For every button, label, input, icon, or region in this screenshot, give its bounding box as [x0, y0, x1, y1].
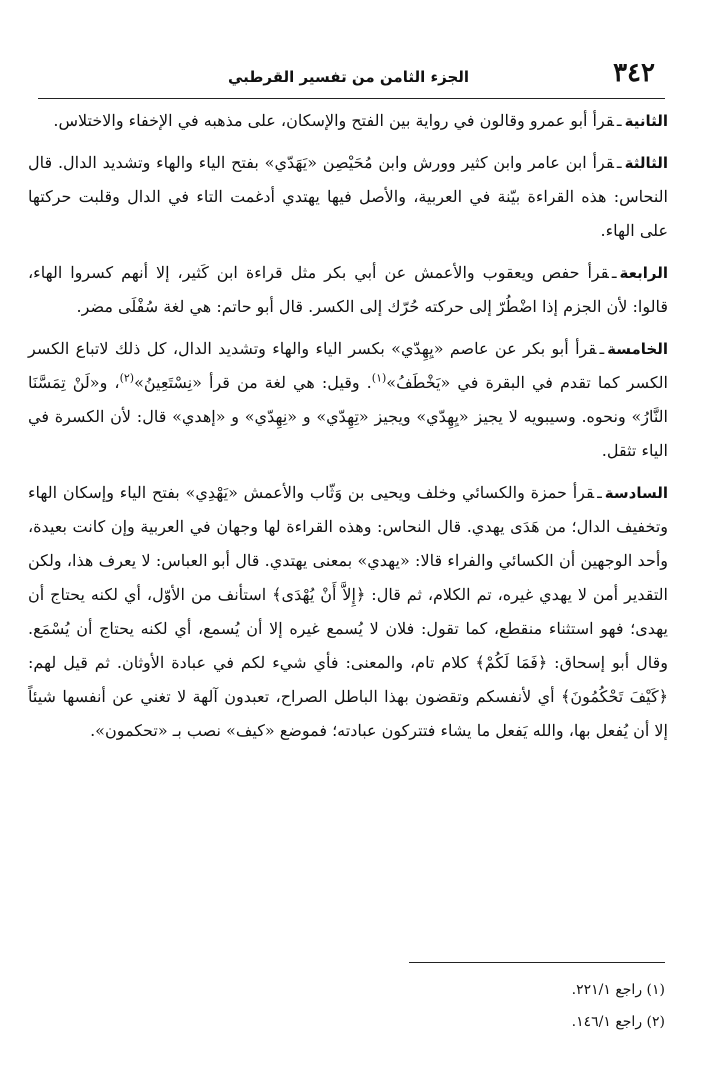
- paragraph-text: قرأ ابن عامر وابن كثير وورش وابن مُحَيْصِن «يَهَدّي» بفتح الياء والهاء وتشديد الدال. قال النحاس: هذه القراءة بيّنة في العربية، والأصل فيها يهتدي أدغمت التاء في الدال وقلبت حركتها على الهاء.: [28, 153, 668, 240]
- paragraph-lead: الخامسة: [607, 340, 668, 358]
- paragraph-text: قرأ أبو بكر عن عاصم «يِهِدّي» بكسر الياء والهاء وتشديد الدال، كل ذلك لاتباع الكسر الكسر كما تقدم في البقرة في «يَخْطَفُ»: [28, 339, 669, 392]
- paragraph-lead: الرابعة: [619, 264, 668, 282]
- page-number: ٣٤٢: [613, 58, 655, 88]
- paragraph-second: الثانيةـقرأ أبو عمرو وقالون في رواية بين الفتح والإسكان، على مذهبه في الإخفاء والاختلاس.: [53, 111, 668, 130]
- footnote-ref-1[interactable]: (١): [371, 371, 387, 385]
- footnote-1: (١) راجع ٢٢١/١.: [571, 982, 665, 998]
- footnotes: [265, 974, 665, 1038]
- running-title: الجزء الثامن من تفسير القرطبي: [228, 68, 470, 86]
- footnote-2: (٢) راجع ١٤٦/١.: [571, 1014, 665, 1030]
- paragraph-text: . وقيل: هي لغة من قرأ «نِسْتَعِينُ»: [134, 373, 372, 392]
- header-rule: [38, 98, 665, 99]
- footnote-rule: [409, 962, 665, 963]
- paragraph-sixth: السادسةـقرأ حمزة والكسائي وخلف ويحيى بن وَثّاب والأعمش «يَهْدِي» بفتح الياء وإسكان الهاء وتخفيف الدال؛ من هَدَى يهدي. قال النحاس: وهذه القراءة لها وجهان في العربية وإن كانت بعيدة، وأحد الوجهين أن الكسائي والفراء قالا: «يهدي» بمعنى يهتدي. قال أبو العباس: لا يعرف هذا، ولكن التقدير أمن لا يهدي غيره، تم الكلام، ثم قال: ﴿إِلاَّ أَنْ يُهْدَى﴾ استأنف من الأوّل، أي لكنه يحتاج أن يهدى؛ فهو استثناء منقطع، كما تقول: فلان لا يُسمع غيره إلا أن يُسمع، أي لكنه يحتاج أن يُسْمَع. وقال أبو إسحاق: ﴿فَمَا لَكُمْ﴾ كلام تام، والمعنى: فأي شيء لكم في عبادة الأوثان. ثم قيل لهم: ﴿كَيْفَ تَحْكُمُونَ﴾ أي لأنفسكم وتقضون بهذا الباطل الصراح، تعبدون آلهة لا تغني عن أنفسها شيئاً إلا أن يُفعل بها، والله يَفعل ما يشاء فتتركون عبادته؛ فموضع «كيف» نصب بـ «تحكمون».: [28, 483, 669, 740]
- paragraph-text: قرأ حفص ويعقوب والأعمش عن أبي بكر مثل قراءة ابن كَثير، إلا أنهم كسروا الهاء، قالوا: لأن الجزم إذا اضْطُرّ إلى حركته حُرّك إلى الكسر. قال أبو حاتم: هي لغة سُفْلَى مضر.: [28, 263, 668, 316]
- page-header: [38, 58, 655, 96]
- main-text: [28, 104, 668, 756]
- paragraph-text: ، و«لَنْ تِمَسَّنَا النَّارُ» ونحوه. وسيبويه لا يجيز «يِهِدّي» ويجيز «تِهِدّي» و «نِهِدّي» و «إهدي» قال: لأن الكسرة في الياء تثقل.: [28, 373, 668, 460]
- paragraph-third: الثالثةـقرأ ابن عامر وابن كثير وورش وابن مُحَيْصِن «يَهَدّي» بفتح الياء والهاء وتشديد الدال. قال النحاس: هذه القراءة بيّنة في العربية، والأصل فيها يهتدي أدغمت التاء في الدال وقلبت حركتها على الهاء.: [28, 153, 668, 240]
- footnote-ref-2[interactable]: (٢): [119, 371, 135, 385]
- paragraph-text: قرأ أبو عمرو وقالون في رواية بين الفتح والإسكان، على مذهبه في الإخفاء والاختلاس.: [53, 111, 614, 130]
- paragraph-lead: الثانية: [624, 112, 668, 130]
- paragraph-lead: السادسة: [604, 484, 668, 502]
- paragraph-fifth: الخامسةـقرأ أبو بكر عن عاصم «يِهِدّي» بكسر الياء والهاء وتشديد الدال، كل ذلك لاتباع الكسر الكسر كما تقدم في البقرة في «يَخْطَفُ»$^{(١)}$. وقيل: هي لغة من قرأ «نِسْتَعِينُ»$^{(٢)}$، و«لَنْ تِمَسَّنَا النَّارُ» ونحوه. وسيبويه لا يجيز «يِهِدّي» ويجيز «تِهِدّي» و «نِهِدّي» و «إهدي» قال: لأن الكسرة في الياء تثقل.: [28, 339, 669, 460]
- paragraph-fourth: الرابعةـقرأ حفص ويعقوب والأعمش عن أبي بكر مثل قراءة ابن كَثير، إلا أنهم كسروا الهاء، قالوا: لأن الجزم إذا اضْطُرّ إلى حركته حُرّك إلى الكسر. قال أبو حاتم: هي لغة سُفْلَى مضر.: [28, 263, 668, 316]
- paragraph-lead: الثالثة: [624, 154, 668, 172]
- paragraph-text: قرأ حمزة والكسائي وخلف ويحيى بن وَثّاب والأعمش «يَهْدِي» بفتح الياء وإسكان الهاء وتخفيف الدال؛ من هَدَى يهدي. قال النحاس: وهذه القراءة لها وجهان في العربية وإن كانت بعيدة، وأحد الوجهين أن الكسائي والفراء قالا: «يهدي» بمعنى يهتدي. قال أبو العباس: لا يعرف هذا، ولكن التقدير أمن لا يهدي غيره، تم الكلام، ثم قال: ﴿إِلاَّ أَنْ يُهْدَى﴾ استأنف من الأوّل، أي لكنه يحتاج أن يهدى؛ فهو استثناء منقطع، كما تقول: فلان لا يُسمع غيره إلا أن يُسمع، أي لكنه يحتاج أن يُسْمَع. وقال أبو إسحاق: ﴿فَمَا لَكُمْ﴾ كلام تام، والمعنى: فأي شيء لكم في عبادة الأوثان. ثم قيل لهم: ﴿كَيْفَ تَحْكُمُونَ﴾ أي لأنفسكم وتقضون بهذا الباطل الصراح، تعبدون آلهة لا تغني عن أنفسها شيئاً إلا أن يُفعل بها، والله يَفعل ما يشاء فتتركون عبادته؛ فموضع «كيف» نصب بـ «تحكمون».: [28, 483, 669, 740]
